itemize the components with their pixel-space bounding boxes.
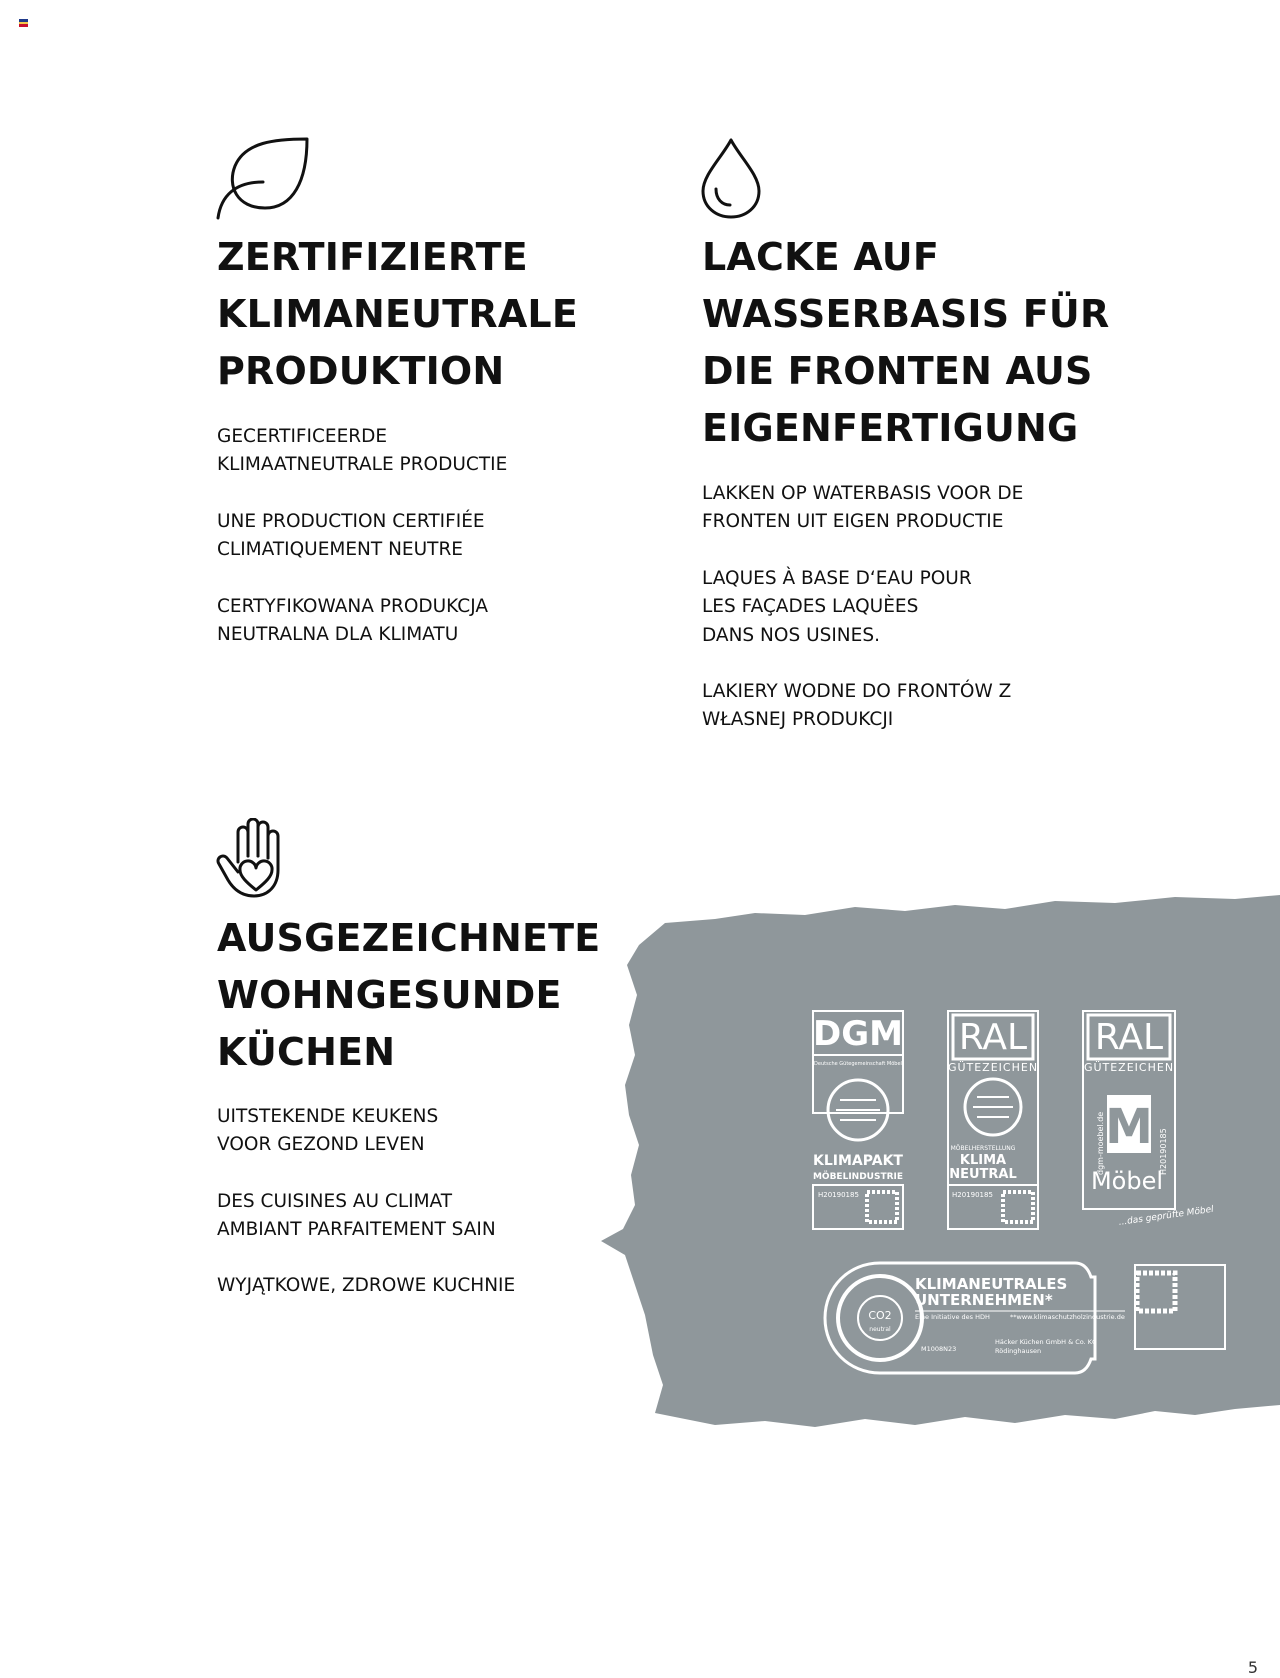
svg-text:neutral: neutral [869,1326,891,1333]
section-title-healthy-kitchens: AUSGEZEICHNETE WOHNGESUNDE KÜCHEN [217,916,601,1074]
svg-text:dgm-moebel.de: dgm-moebel.de [1096,1111,1105,1175]
svg-text:RAL: RAL [1094,1017,1164,1058]
paragraph-polish: LAKIERY WODNE DO FRONTÓW Z WŁASNEJ PRODUKCJI [702,681,1012,731]
svg-text:...das geprüfte Möbel: ...das geprüfte Möbel [1118,1204,1215,1228]
svg-text:M1008N23: M1008N23 [921,1345,957,1353]
svg-text:Häcker Küchen GmbH & Co. KG: Häcker Küchen GmbH & Co. KG [995,1338,1098,1346]
paragraph-polish: CERTYFIKOWANA PRODUKCJA NEUTRALNA DLA KLIMATU [217,596,488,646]
paragraph-dutch: UITSTEKENDE KEUKENS VOOR GEZOND LEVEN [217,1106,439,1156]
svg-text:KLIMA: KLIMA [959,1153,1007,1168]
svg-text:KLIMAPAKT: KLIMAPAKT [813,1153,903,1169]
svg-text:MÖBELHERSTELLUNG: MÖBELHERSTELLUNG [950,1145,1016,1152]
svg-text:Rödinghausen: Rödinghausen [995,1347,1042,1355]
svg-text:NEUTRAL: NEUTRAL [949,1167,1017,1182]
section-title-climate-neutral: ZERTIFIZIERTE KLIMANEUTRALE PRODUKTION [217,235,579,393]
svg-text:UNTERNEHMEN*: UNTERNEHMEN* [915,1291,1053,1309]
svg-text:H20190185: H20190185 [818,1191,859,1199]
svg-text:KLIMANEUTRALES: KLIMANEUTRALES [915,1275,1068,1293]
paragraph-polish: WYJĄTKOWE, ZDROWE KUCHNIE [217,1275,516,1296]
flag-stripe [19,24,28,27]
water-drop-icon [700,137,762,219]
svg-text:MÖBELINDUSTRIE: MÖBELINDUSTRIE [812,1172,904,1182]
leaf-icon [215,136,309,220]
page-number: 5 [1247,1658,1258,1677]
svg-text:Deutsche Gütegemeinschaft Möbe: Deutsche Gütegemeinschaft Möbel [814,1061,902,1067]
svg-text:GÜTEZEICHEN: GÜTEZEICHEN [947,1061,1039,1074]
paragraph-french: DES CUISINES AU CLIMAT AMBIANT PARFAITEMENT SAIN [217,1191,496,1241]
paragraph-french: LAQUES À BASE D‘EAU POUR LES FAÇADES LAQUÈES DANS NOS USINES. [702,568,972,646]
svg-text:Eine Initiative des HDH: Eine Initiative des HDH [915,1313,990,1321]
certificate-panel [595,885,1280,1465]
svg-text:CO2: CO2 [868,1309,892,1322]
svg-text:GÜTEZEICHEN: GÜTEZEICHEN [1083,1061,1175,1074]
language-flag-icon [19,19,28,27]
svg-text:H20190185: H20190185 [952,1191,993,1199]
section-title-water-based-lacquers: LACKE AUF WASSERBASIS FÜR DIE FRONTEN AUS EIGENFERTIGUNG [702,235,1110,450]
svg-text:M: M [1105,1099,1153,1155]
paragraph-dutch: GECERTIFICEERDE KLIMAATNEUTRALE PRODUCTIE [217,426,508,476]
svg-text:RAL: RAL [958,1017,1028,1058]
svg-text:H20190185: H20190185 [1159,1128,1168,1175]
paragraph-french: UNE PRODUCTION CERTIFIÉE CLIMATIQUEMENT NEUTRE [217,511,485,561]
paragraph-dutch: LAKKEN OP WATERBASIS VOOR DE FRONTEN UIT EIGEN PRODUCTIE [702,483,1024,533]
hand-heart-icon [216,818,292,898]
svg-text:DGM: DGM [813,1014,903,1054]
svg-text:**www.klimaschutzholzindustrie: **www.klimaschutzholzindustrie.de [1010,1313,1125,1321]
svg-text:Möbel: Möbel [1090,1167,1164,1195]
